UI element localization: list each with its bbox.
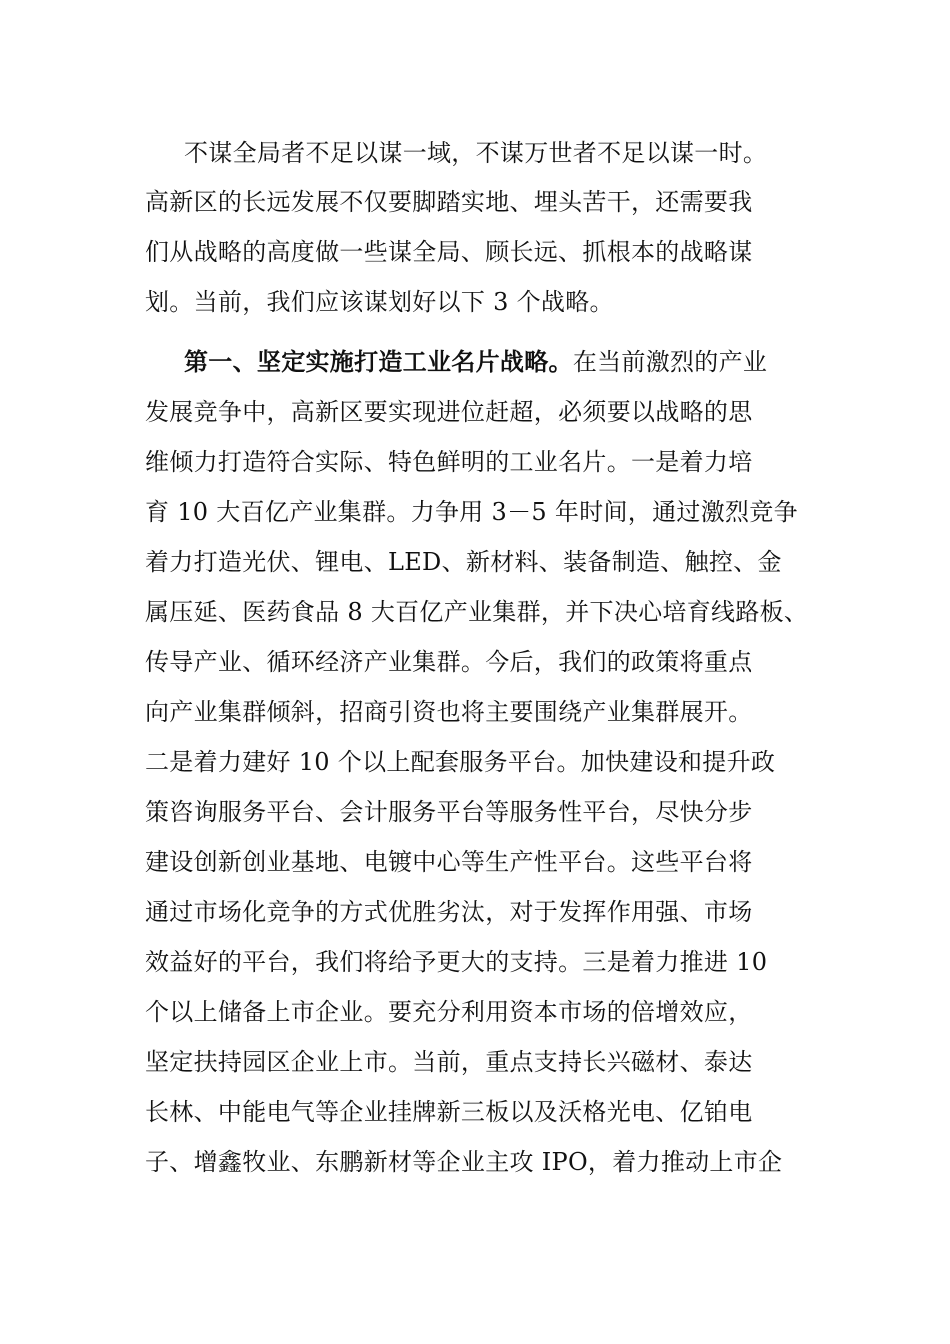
section-heading: 第一、坚定实施打造工业名片战略。	[184, 348, 573, 376]
paragraph-2-line-16: 长林、中能电气等企业挂牌新三板以及沃格光电、亿铂电	[145, 1098, 753, 1126]
paragraph-2-line-14: 个以上储备上市企业。要充分利用资本市场的倍增效应，	[145, 998, 753, 1026]
paragraph-2-line-12: 通过市场化竞争的方式优胜劣汰，对于发挥作用强、市场	[145, 898, 753, 926]
paragraph-2-line-11: 建设创新创业基地、电镀中心等生产性平台。这些平台将	[145, 848, 753, 876]
paragraph-2-line-6: 属压延、医药食品 8 大百亿产业集群，并下决心培育线路板、	[145, 598, 809, 626]
paragraph-1-line-4: 划。当前，我们应该谋划好以下 3 个战略。	[145, 288, 614, 316]
paragraph-2-line-8: 向产业集群倾斜，招商引资也将主要围绕产业集群展开。	[145, 698, 753, 726]
paragraph-2-line-2: 发展竞争中，高新区要实现进位赶超，必须要以战略的思	[145, 398, 753, 426]
paragraph-2-line-1	[0, 346, 950, 378]
paragraph-2-line-4: 育 10 大百亿产业集群。力争用 3－5 年时间，通过激烈竞争	[145, 498, 798, 526]
paragraph-2-line-3: 维倾力打造符合实际、特色鲜明的工业名片。一是着力培	[145, 448, 753, 476]
heading-continuation: 在当前激烈的产业	[572, 348, 768, 376]
paragraph-1-line-2: 高新区的长远发展不仅要脚踏实地、埋头苦干，还需要我	[145, 188, 753, 216]
paragraph-1-line-3: 们从战略的高度做一些谋全局、顾长远、抓根本的战略谋	[145, 238, 753, 266]
paragraph-2-line-17: 子、增鑫牧业、东鹏新材等企业主攻 IPO，着力推动上市企	[145, 1148, 783, 1176]
paragraph-2-line-9: 二是着力建好 10 个以上配套服务平台。加快建设和提升政	[145, 748, 776, 776]
paragraph-2-line-15: 坚定扶持园区企业上市。当前，重点支持长兴磁材、泰达	[145, 1048, 753, 1076]
paragraph-1-line-1: 不谋全局者不足以谋一域，不谋万世者不足以谋一时。	[184, 139, 768, 167]
paragraph-2-line-7: 传导产业、循环经济产业集群。今后，我们的政策将重点	[145, 648, 753, 676]
paragraph-2-line-10: 策咨询服务平台、会计服务平台等服务性平台，尽快分步	[145, 798, 753, 826]
paragraph-2-line-13: 效益好的平台，我们将给予更大的支持。三是着力推进 10	[145, 948, 768, 976]
paragraph-2-line-5: 着力打造光伏、锂电、LED、新材料、装备制造、触控、金	[145, 548, 782, 576]
